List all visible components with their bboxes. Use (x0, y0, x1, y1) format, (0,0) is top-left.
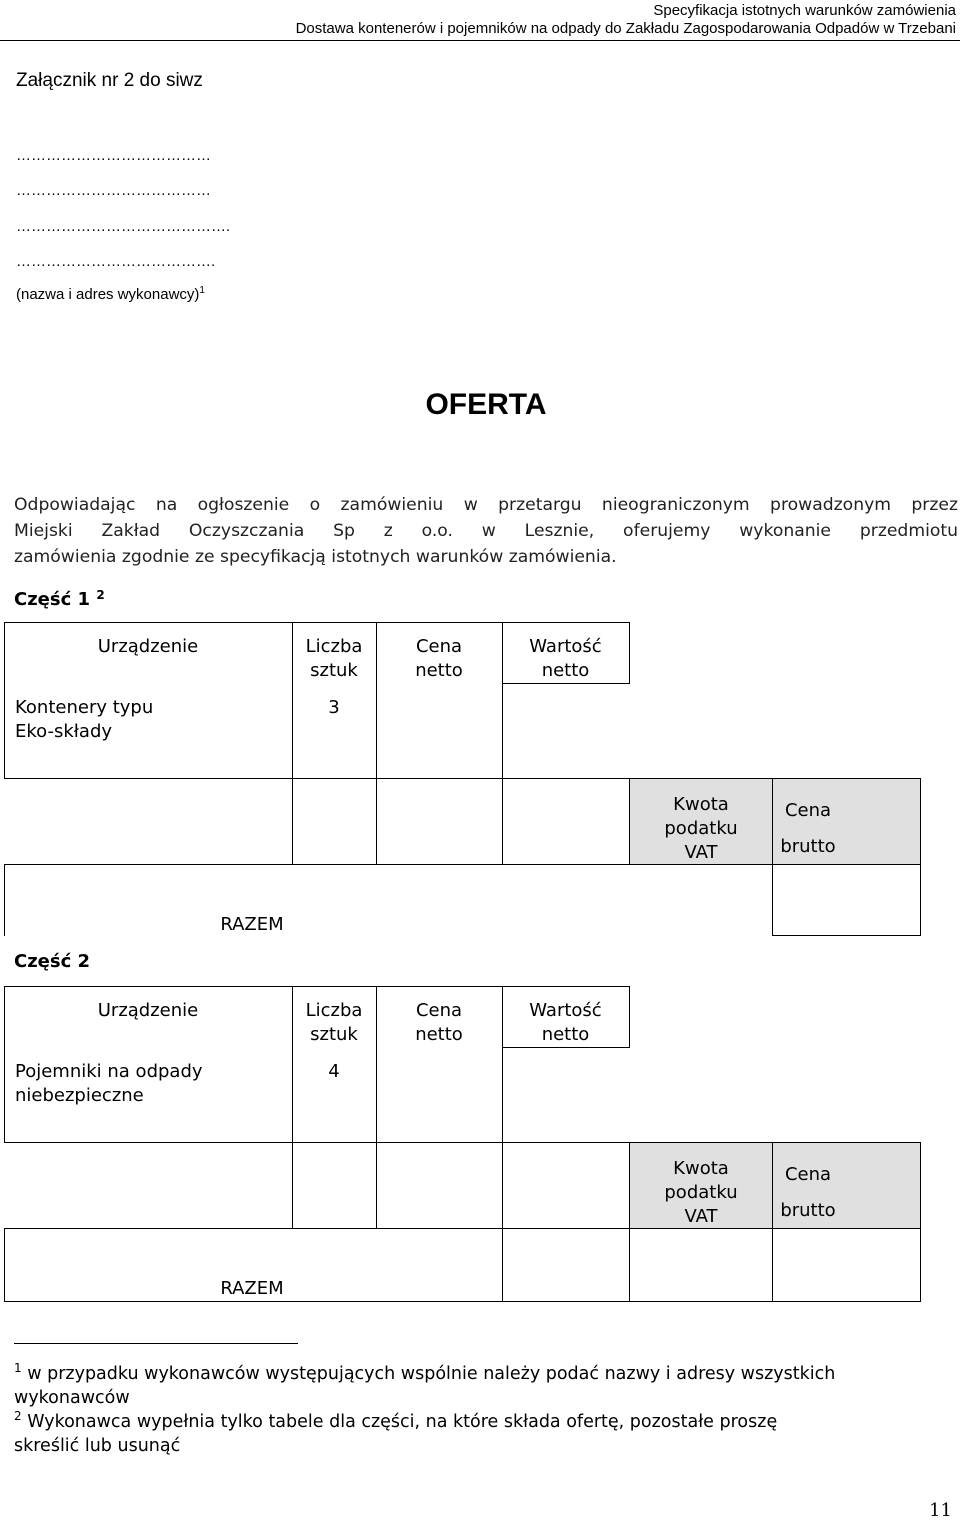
part-2-qty: 4 (328, 1061, 340, 1082)
contractor-label-text: (nazwa i adres wykonawcy) (16, 286, 200, 303)
contractor-dots-1: ………………………………… (16, 147, 211, 164)
part-2-vat-2: podatku (664, 1182, 738, 1203)
intro-line-1: Odpowiadając na ogłoszenie o zamówieniu w przetargu nieograniczonym prowadzonym przez (14, 495, 958, 515)
part-2-col-val-1: Wartość (529, 1000, 602, 1021)
part-2-col-device: Urządzenie (97, 1000, 199, 1021)
part-2-gross-2: brutto (780, 1200, 836, 1221)
header-subject: Dostawa kontenerów i pojemników na odpady do Zakładu Zagospodarowania Odpadów w Trzebani (295, 20, 956, 37)
page-title: OFERTA (425, 388, 547, 421)
part-2-vat-1: Kwota (673, 1158, 729, 1179)
part-2-col-net-price (376, 999, 502, 1047)
intro-line-2: Miejski Zakład Oczyszczania Sp z o.o. w Lesznie, oferujemy wykonanie przedmiotu (14, 521, 958, 541)
footnote-2-num: 2 (14, 1409, 22, 1423)
part-1-total: RAZEM (220, 914, 284, 935)
part-1-col-qty (292, 635, 376, 683)
part-1-col-net-value (502, 635, 629, 683)
part-1-col-val-2: netto (541, 660, 590, 681)
part-2-vat-3: VAT (684, 1206, 718, 1227)
part-2-col-net-value (502, 999, 629, 1047)
part-1-vat-2: podatku (664, 818, 738, 839)
footnote-2-line-2: skreślić lub usunąć (14, 1436, 181, 1456)
part-2-gross-1: Cena (784, 1164, 832, 1185)
part-2-item-1: Pojemniki na odpady (15, 1061, 203, 1082)
part-2-label: Część 2 (14, 951, 91, 972)
part-1-col-net-2: netto (415, 660, 463, 681)
intro-line-3: zamówienia zgodnie ze specyfikacją istotnych warunków zamówienia. (14, 547, 617, 567)
footnote-1-line-2: wykonawców (14, 1388, 130, 1408)
part-2-vat (630, 1157, 772, 1229)
part-1-gross-1: Cena (784, 800, 832, 821)
part-1-gross (773, 793, 843, 865)
contractor-dots-2: ………………………………… (16, 182, 211, 199)
part-2-col-val-2: netto (541, 1024, 590, 1045)
contractor-label (16, 285, 205, 303)
part-1-label: Część 1 (14, 589, 91, 610)
footnote-ref-2: 2 (96, 588, 105, 602)
part-2-col-net-1: Cena (415, 1000, 463, 1021)
part-1-col-val-1: Wartość (529, 636, 602, 657)
page-number: 11 (929, 1500, 952, 1521)
part-1-col-net-price (376, 635, 502, 683)
contractor-dots-3: ……………………………………. (16, 218, 231, 235)
part-2-col-qty-2: sztuk (310, 1024, 358, 1045)
part-1-col-qty-2: sztuk (310, 660, 358, 681)
footnote-separator (14, 1343, 298, 1344)
part-2-col-qty (292, 999, 376, 1047)
contractor-dots-4: …………………………………. (16, 253, 216, 270)
attachment-label: Załącznik nr 2 do siwz (16, 70, 203, 91)
part-1-col-net-1: Cena (415, 636, 463, 657)
header-spec-title: Specyfikacja istotnych warunków zamówienia (653, 2, 956, 19)
header-rule (0, 40, 960, 41)
part-1-vat (630, 793, 772, 865)
footnote-1-line-1: w przypadku wykonawców występujących wspólnie należy podać nazwy i adresy wszystkich (27, 1364, 836, 1384)
part-2-item (15, 1060, 203, 1108)
part-1-gross-2: brutto (780, 836, 836, 857)
footnote-1 (14, 1356, 960, 1410)
intro-paragraph (14, 492, 958, 570)
part-1-vat-1: Kwota (673, 794, 729, 815)
part-2-col-qty-1: Liczba (305, 1000, 363, 1021)
part-1-qty: 3 (328, 697, 340, 718)
part-2-heading (14, 951, 90, 972)
part-1-item (15, 696, 153, 744)
part-1-col-qty-1: Liczba (305, 636, 363, 657)
part-2-col-net-2: netto (415, 1024, 463, 1045)
footnote-1-num: 1 (14, 1361, 22, 1375)
footnote-2 (14, 1404, 960, 1458)
part-1-heading (14, 588, 105, 610)
footnote-2-line-1: Wykonawca wypełnia tylko tabele dla części, na które składa ofertę, pozostałe proszę (27, 1412, 778, 1432)
part-1-item-2: Eko-składy (15, 721, 113, 742)
part-1-col-device: Urządzenie (97, 636, 199, 657)
footnote-ref-1: 1 (199, 285, 205, 296)
part-1-item-1: Kontenery typu (15, 697, 154, 718)
part-1-vat-3: VAT (684, 842, 718, 863)
part-2-gross (773, 1157, 843, 1229)
part-2-item-2: niebezpieczne (15, 1085, 144, 1106)
part-2-total: RAZEM (220, 1278, 284, 1299)
